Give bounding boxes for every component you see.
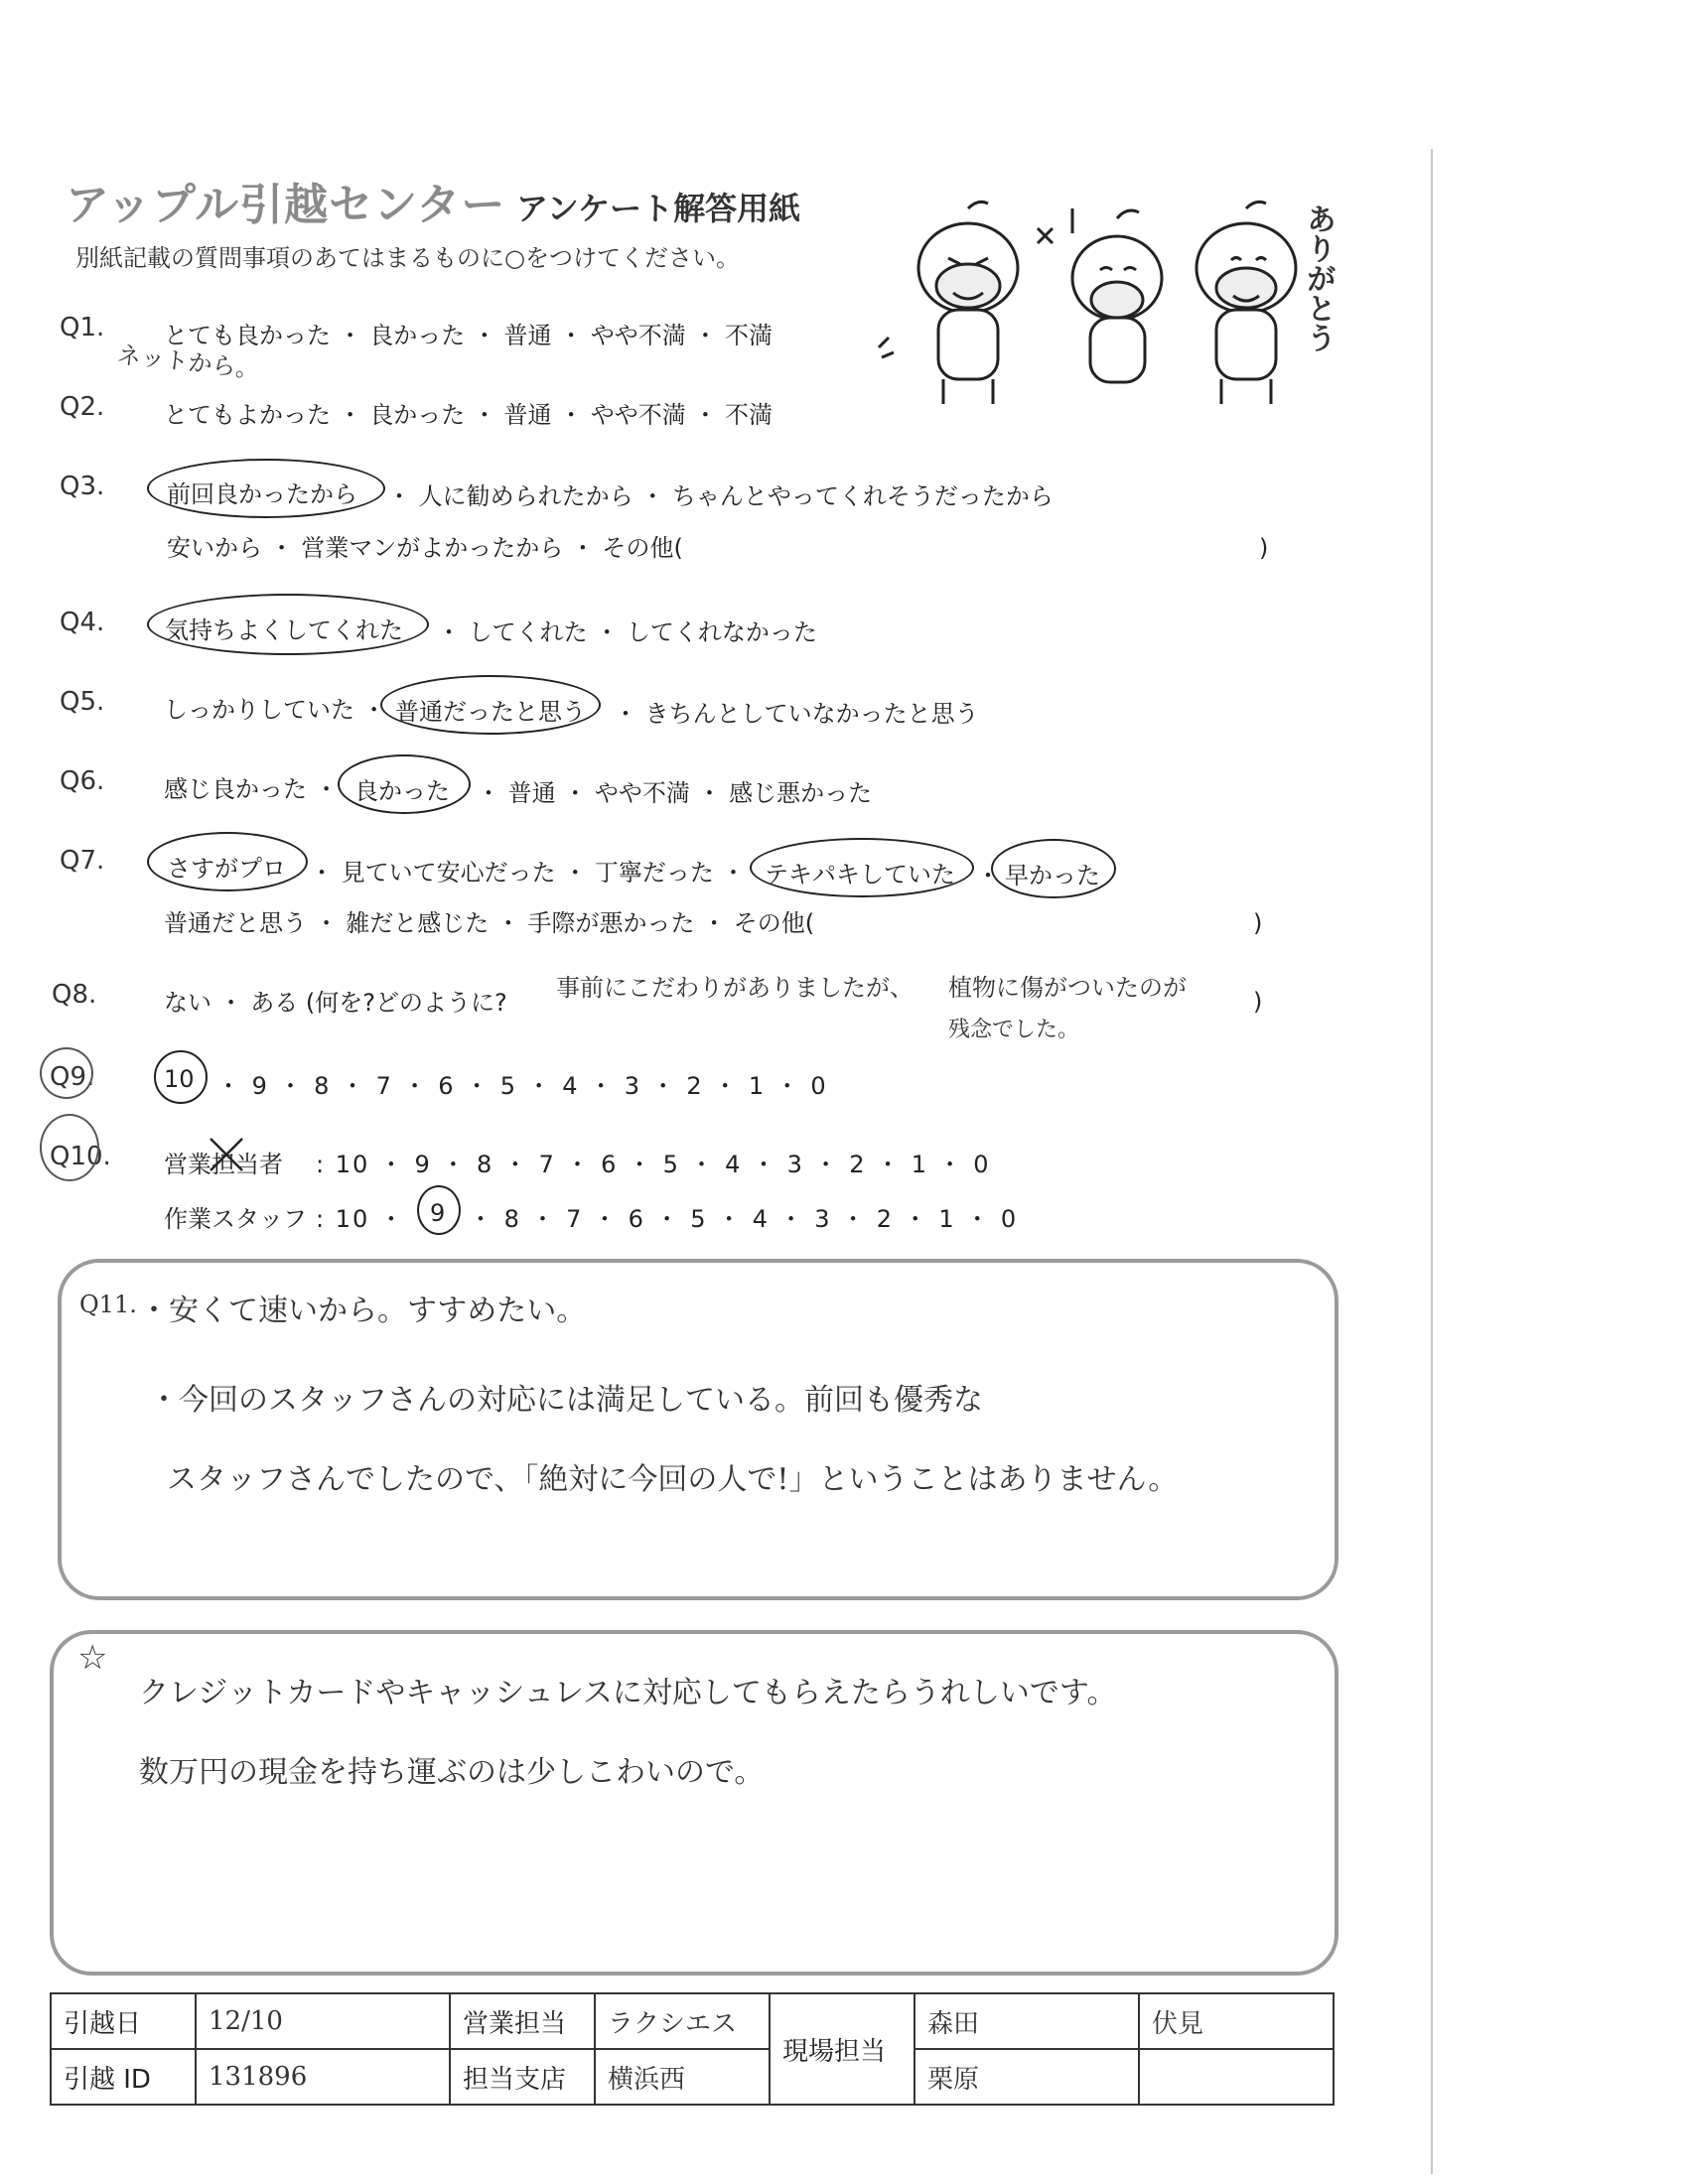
move-date-label: 引越日 [51,1993,196,2049]
q11-line3: スタッフさんでしたので、「絶対に今回の人で!」ということはありません。 [167,1462,1179,1497]
q2-options[interactable]: とてもよかった ・ 良かった ・ 普通 ・ やや不満 ・ 不満 [164,401,774,429]
site-label: 現場担当 [770,1993,914,2105]
q10-staff-pre[interactable]: : 10 ・ [316,1205,405,1233]
q7-close-paren: ) [1253,909,1263,937]
q6-selection-circle [338,754,471,814]
q7-option-selected-5[interactable]: 早かった [1005,862,1100,889]
q6-option-selected[interactable]: 良かった [354,777,450,805]
move-id-label: 引越 ID [51,2049,196,2105]
q9-selected-score[interactable]: 10 [164,1065,195,1093]
instruction-text: 別紙記載の質問事項のあてはまるものに○をつけてください。 [75,244,740,272]
comment-line2: 数万円の現金を持ち運ぶのは少しこわいので。 [139,1755,765,1790]
q9-scale-rest[interactable]: ・ 9 ・ 8 ・ 7 ・ 6 ・ 5 ・ 4 ・ 3 ・ 2 ・ 1 ・ 0 [216,1072,828,1100]
branch-label: 担当支店 [450,2049,595,2105]
star-mark: ☆ [77,1638,108,1678]
q10-sales-label: 営業担当者 [164,1151,283,1178]
q5-options-rest[interactable]: ・ きちんとしていなかったと思う [614,700,979,728]
q7-selection-circle-4 [750,838,974,897]
q11-line1: ・安くて速いから。すすめたい。 [139,1294,587,1328]
q10-staff-label: 作業スタッフ [164,1205,307,1233]
q1-handwritten-note: ネットから。 [115,341,261,384]
sales-label: 営業担当 [450,1993,595,2049]
footer-info-table [50,1992,1335,2106]
q4-option-selected[interactable]: 気持ちよくしてくれた [165,616,403,644]
q10-label: Q10. [50,1142,111,1171]
brand-title: アップル引越センター [66,180,506,230]
q10-label-circle [40,1114,99,1181]
q10-staff-rest[interactable]: ・ 8 ・ 7 ・ 6 ・ 5 ・ 4 ・ 3 ・ 2 ・ 1 ・ 0 [469,1205,1019,1233]
q9-label-circle [40,1047,93,1099]
form-subtitle: アンケート解答用紙 [516,190,801,227]
q7-label: Q7. [60,846,105,876]
q5-options-pre[interactable]: しっかりしていた ・ [164,696,386,724]
q4-label: Q4. [60,608,105,637]
q7-separator: ・ [976,862,1000,889]
branch-name: 横浜西 [595,2049,770,2105]
q8-answer-line2: 植物に傷がついたのが [948,974,1187,1002]
move-id-value: 131896 [196,2049,450,2105]
q4-selection-circle [147,594,429,655]
q10-staff-selected[interactable]: 9 [430,1199,446,1227]
q9-selection-circle [154,1050,208,1104]
q3-options-rest[interactable]: ・ 人に勧められたから ・ ちゃんとやってくれそうだったから [387,482,1054,510]
q2-label: Q2. [60,392,105,422]
site-name-3: 伏見 [1139,1993,1334,2049]
q7-option-selected-4[interactable]: テキパキしていた [765,861,955,888]
q3-label: Q3. [60,472,105,501]
q6-options-pre[interactable]: 感じ良かった ・ [164,775,339,803]
q7-selection-circle-1 [147,832,308,891]
q7-options-line2[interactable]: 普通だと思う ・ 雑だと感じた ・ 手際が悪かった ・ その他( [164,909,815,937]
q7-options-mid[interactable]: ・ 見ていて安心だった ・ 丁寧だった ・ [310,859,746,887]
q11-line2: ・今回のスタッフさんの対応には満足している。前回も優秀な [149,1383,983,1418]
q6-options-rest[interactable]: ・ 普通 ・ やや不満 ・ 感じ悪かった [477,779,873,807]
q3-selection-circle [147,459,385,518]
q5-label: Q5. [60,687,105,717]
sales-name: ラクシエス [595,1993,770,2049]
q1-label: Q1. [60,313,105,342]
q10-sales-scale[interactable]: : 10 ・ 9 ・ 8 ・ 7 ・ 6 ・ 5 ・ 4 ・ 3 ・ 2 ・ 1 ・ 0 [316,1151,991,1178]
q10-staff-selection-circle [417,1185,461,1235]
q3-options-line2[interactable]: 安いから ・ 営業マンがよかったから ・ その他( [167,534,683,562]
q7-selection-circle-5 [991,839,1116,898]
q4-options-rest[interactable]: ・ してくれた ・ してくれなかった [437,618,817,646]
q3-close-paren: ) [1259,534,1269,562]
q1-options[interactable]: とても良かった ・ 良かった ・ 普通 ・ やや不満 ・ 不満 [164,322,774,349]
q7-option-selected-1[interactable]: さすがプロ [167,855,286,883]
q8-close-paren: ) [1253,988,1263,1016]
q3-option-selected[interactable]: 前回良かったから [167,480,357,508]
move-date-value: 12/10 [196,1993,450,2049]
monkey-mascots-illustration [874,179,1331,407]
q5-option-selected[interactable]: 普通だったと思う [395,698,586,726]
q8-options[interactable]: ない ・ ある (何を?どのように? [164,989,507,1017]
q8-label: Q8. [52,980,97,1010]
q5-selection-circle [380,675,601,735]
site-empty-cell [1139,2049,1334,2105]
q8-answer-line1: 事前にこだわりがありましたが、 [556,974,914,1002]
page-edge-line [1431,149,1433,2174]
site-name-1: 森田 [914,1993,1139,2049]
thanks-text: ありがとう [1301,204,1336,352]
q6-label: Q6. [60,766,105,796]
q8-answer-line3: 残念でした。 [948,1018,1080,1042]
q10-strike-mark [207,1135,246,1174]
q9-label: Q9. [50,1062,95,1092]
site-name-2: 栗原 [914,2049,1139,2105]
comment-line1: クレジットカードやキャッシュレスに対応してもらえたらうれしいです。 [139,1676,1117,1710]
q11-label: Q11. [79,1291,137,1318]
